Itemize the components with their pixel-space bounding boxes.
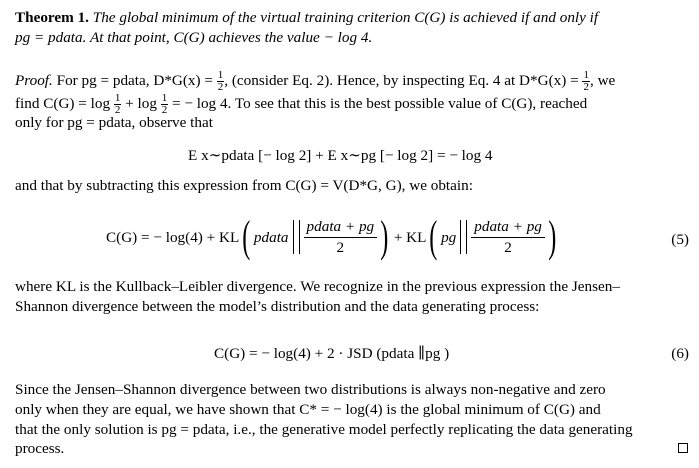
eq5-fraction-2-numerator: pdata + pg: [471, 217, 545, 238]
proof-line-3: only for pg = pdata, observe that: [15, 114, 213, 131]
equation-5: [106, 214, 560, 260]
double-bar: [293, 220, 300, 254]
half-numerator: 1: [161, 92, 168, 104]
proof-text-1b: , (consider Eq. 2). Hence, by inspecting Eq. 4 at D*G(x) =: [224, 71, 583, 89]
half-denominator: 2: [161, 104, 168, 116]
proof-paragraph-3-line-1: where KL is the Kullback–Leibler divergence. We recognize in the previous expression the Jensen–: [15, 278, 620, 295]
equation-5-number: (5): [671, 231, 689, 248]
eq5-lhs: C(G) = − log(4) + KL: [106, 228, 240, 246]
proof-text-2b: + log: [121, 94, 161, 112]
half-denominator: 2: [217, 81, 224, 93]
theorem-line-1: [15, 8, 598, 27]
eq5-fraction-2: [471, 217, 545, 258]
proof-text-2a: find C(G) = log: [15, 94, 114, 112]
half-numerator: 1: [114, 92, 121, 104]
proof-paragraph-2: and that by subtracting this expression from C(G) = V(D*G, G), we obtain:: [15, 177, 473, 194]
double-bar: [460, 220, 467, 254]
equation-6: C(G) = − log(4) + 2 · JSD (pdata ∥pg ): [214, 345, 450, 362]
eq5-p-g: pg: [441, 228, 457, 246]
eq5-kl-2: + KL: [393, 228, 427, 246]
eq5-fraction-2-denominator: 2: [504, 238, 512, 256]
half-denominator: 2: [114, 104, 121, 116]
theorem-label: Theorem 1.: [15, 9, 89, 26]
eq5-fraction-1-denominator: 2: [336, 238, 345, 256]
proof-paragraph-4-line-2: only when they are equal, we have shown that C* = − log(4) is the global minimum of C(G) and: [15, 401, 601, 418]
expectation-equation: E x∼pdata [− log 2] + E x∼pg [− log 2] = − log 4: [188, 147, 493, 164]
right-paren: ): [380, 212, 389, 261]
left-paren: (: [242, 212, 251, 261]
eq5-fraction-1-numerator: pdata + pg: [304, 217, 378, 238]
half-numerator: 1: [583, 69, 589, 81]
right-paren: ): [548, 212, 557, 261]
proof-paragraph-4-line-1: Since the Jensen–Shannon divergence between two distributions is always non-negative and zero: [15, 381, 606, 398]
proof-paragraph-3-line-2: Shannon divergence between the model’s distribution and the data generating process:: [15, 298, 540, 315]
proof-paragraph-4-line-4: process.: [15, 440, 65, 457]
half-denominator: 2: [583, 81, 589, 93]
proof-label: Proof.: [15, 71, 53, 89]
eq5-p-data: pdata: [253, 228, 289, 246]
proof-paragraph-4-line-3: that the only solution is pg = pdata, i.e., the generative model perfectly replicating the data generating: [15, 421, 633, 438]
qed-square-icon: [678, 443, 688, 453]
proof-text-1a: For pg = pdata, D*G(x) =: [56, 71, 217, 89]
proof-text-1c: , we: [589, 71, 616, 89]
left-paren: (: [429, 212, 438, 261]
equation-6-number: (6): [671, 345, 689, 362]
eq5-fraction-1: [304, 217, 378, 258]
half-numerator: 1: [217, 69, 224, 81]
proof-line-1: [15, 70, 615, 93]
fraction-half: [582, 70, 590, 93]
proof-text-2c: = − log 4. To see that this is the best possible value of C(G), reached: [168, 94, 588, 112]
theorem-statement-1: The global minimum of the virtual training criterion C(G) is achieved if and only if: [92, 9, 599, 26]
theorem-line-2: pg = pdata. At that point, C(G) achieves the value − log 4.: [15, 29, 373, 46]
